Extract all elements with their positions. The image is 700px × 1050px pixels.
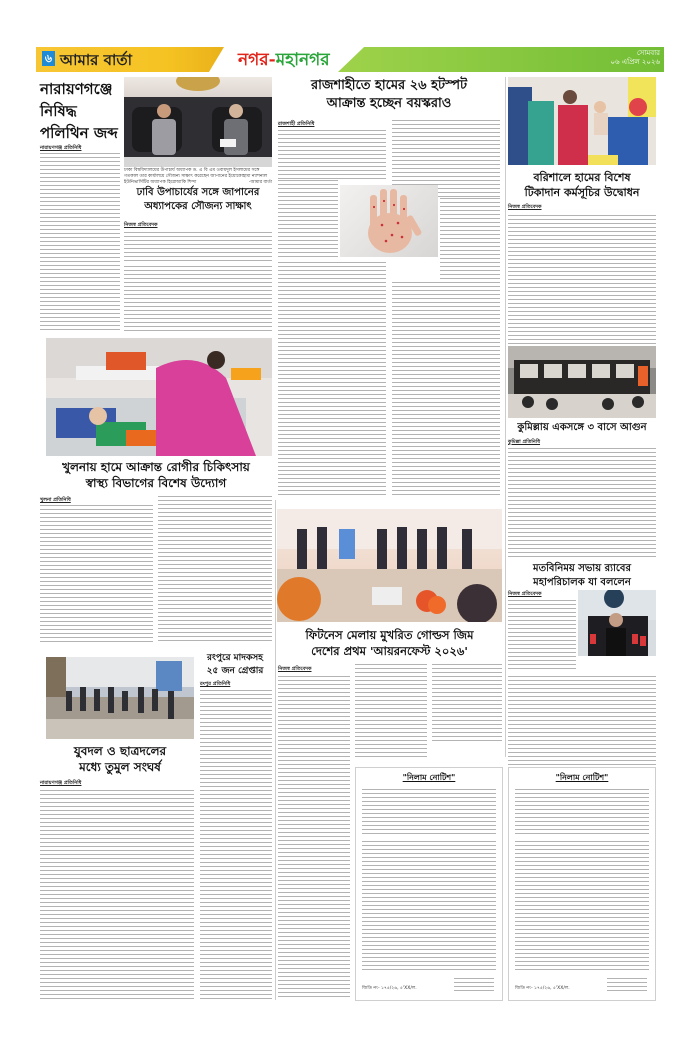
- headline-line: টিকাদান কর্মসূচির উদ্বোধন: [524, 186, 640, 199]
- photo-jubodal-clash-illustration: [46, 657, 194, 739]
- photo-khulna-ward-illustration: [46, 338, 272, 456]
- photo-credit: -আমার বার্তা: [248, 180, 272, 185]
- photo-barishal-vaccination-illustration: [508, 77, 656, 165]
- article-body-text: [278, 262, 386, 497]
- photo-barishal-vaccination: [508, 77, 656, 165]
- byline: নিজস্ব প্রতিবেদক: [124, 222, 158, 228]
- headline-line: ২৫ জন গ্রেপ্তার: [206, 666, 264, 676]
- photo-khulna-ward: [46, 338, 272, 456]
- photo-measles-hand-illustration: [340, 185, 438, 257]
- section-title-part2: মহানগর: [275, 50, 330, 70]
- auction-notice-2[interactable]: [508, 767, 656, 1001]
- section-title-sep: -: [268, 50, 276, 70]
- issue-day: সোমবার: [636, 49, 660, 57]
- photo-vc-meeting: [124, 77, 272, 167]
- column-divider: [275, 500, 276, 1000]
- article-body-text: [508, 676, 656, 766]
- notice-body-text: [362, 789, 496, 837]
- notice-body-text: [362, 841, 496, 971]
- headline-line: আক্রান্ত হচ্ছেন বয়স্করাও: [326, 96, 452, 111]
- headline-khulna-measles[interactable]: [40, 459, 272, 491]
- headline-line: মধ্যে তুমুল সংঘর্ষ: [79, 760, 161, 774]
- article-body-text: [40, 790, 194, 1000]
- article-body-text: [278, 676, 350, 1000]
- byline: নারায়ণগঞ্জ প্রতিনিধি: [40, 780, 82, 786]
- headline-line: নারায়ণগঞ্জে: [40, 80, 113, 98]
- headline-line: যুবদল ও ছাত্রদলের: [73, 744, 167, 758]
- headline-narayanganj-polythene[interactable]: [40, 78, 122, 144]
- headline-line: রংপুরে মাদকসহ: [207, 653, 263, 663]
- headline-barishal-vaccination[interactable]: [508, 170, 656, 200]
- headline-line: ঢাবি উপাচার্যের সঙ্গে জাপানের: [136, 187, 260, 198]
- byline: নিজস্ব প্রতিবেদক: [508, 204, 542, 210]
- issue-date: [610, 49, 660, 67]
- byline: রাজশাহী প্রতিনিধি: [278, 121, 315, 127]
- headline-line: রাজশাহীতে হামের ২৬ হটস্পট: [310, 78, 468, 93]
- byline: নিজস্ব প্রতিবেদক: [508, 591, 542, 597]
- article-body-text: [40, 153, 120, 331]
- article-body-text: [200, 690, 272, 1000]
- article-body-text: [440, 198, 500, 282]
- newspaper-logo: আমার বার্তা: [60, 51, 132, 69]
- headline-line: মতবিনিময় সভায় র‌্যাবের: [533, 563, 631, 574]
- headline-cumilla-bus-fire[interactable]: কুমিল্লায় একসঙ্গে ৩ বাসে আগুন: [517, 422, 647, 433]
- byline: খুলনা প্রতিনিধি: [40, 497, 71, 503]
- headline-line: বরিশালে হামের বিশেষ: [533, 171, 631, 184]
- article-body-text: [508, 215, 656, 357]
- article-body-text: [124, 266, 272, 331]
- headline-line: অধ্যাপকের সৌজন্য সাক্ষাৎ: [144, 201, 252, 212]
- notice-title: "নিলাম নোটিশ": [402, 772, 456, 782]
- notice-ref: জিডি নং- ১৭৫/২৬, ৫'XX/ল.: [515, 986, 570, 991]
- section-title-part1: নগর: [238, 50, 269, 70]
- article-body-text: [392, 282, 500, 497]
- article-body-text: [432, 664, 502, 744]
- article-body-text: [355, 664, 427, 758]
- byline: নিজস্ব প্রতিবেদক: [278, 666, 312, 672]
- notice-signature-block: [454, 978, 494, 994]
- headline-line: পলিথিন জব্দ: [40, 124, 118, 142]
- byline: রংপুর প্রতিনিধি: [200, 681, 231, 687]
- article-body-text: [158, 496, 272, 643]
- byline: কুমিল্লা প্রতিনিধি: [508, 439, 541, 445]
- notice-signature-block: [607, 978, 647, 994]
- photo-caption-text: ঢাকা বিশ্ববিদ্যালয়ের উপাচার্য অধ্যাপক ড. এ বি এম ওবায়দুল ইসলামের সঙ্গে গতকাল তার কার্যালয়ে সৌজন্য সাক্ষাৎ করেছেন জাপানের ইয়োকোহামা ন্যাশনাল ইউনিভার্সিটির অধ্যাপক হিরোআকি শিন্দা: [124, 168, 268, 185]
- article-body-text: [508, 448, 656, 558]
- photo-cumilla-bus-fire-illustration: [508, 346, 656, 418]
- notice-body-text: [515, 841, 649, 971]
- page-number-badge: ৬: [42, 51, 55, 66]
- headline-jubodal-clash[interactable]: [46, 743, 194, 775]
- article-body-text: [278, 130, 386, 180]
- headline-line: ফিটনেস মেলায় মুখরিত গোল্ডস জিম: [305, 628, 474, 642]
- byline: নারায়ণগঞ্জ প্রতিনিধি: [40, 145, 82, 151]
- photo-cumilla-bus-fire: [508, 346, 656, 418]
- article-body-text: [278, 180, 338, 260]
- section-title: [238, 47, 330, 75]
- photo-rab-dg: [578, 590, 656, 656]
- photo-vc-meeting-illustration: [124, 77, 272, 167]
- headline-rangpur-drugs[interactable]: [198, 652, 272, 678]
- headline-line: স্বাস্থ্য বিভাগের বিশেষ উদ্যোগ: [85, 476, 227, 490]
- headline-dhaka-vc-japan[interactable]: [124, 186, 272, 214]
- headline-line: নিষিদ্ধ: [40, 102, 77, 120]
- notice-ref: জিডি নং- ১৭৫/২৬, ৫'XX/ল.: [362, 986, 417, 991]
- headline-line: মহাপরিচালক যা বললেন: [533, 577, 631, 588]
- notice-title: "নিলাম নোটিশ": [555, 772, 609, 782]
- photo-measles-hand: [340, 185, 438, 257]
- headline-golds-gym[interactable]: [277, 627, 502, 659]
- issue-date-text: ০৬ এপ্রিল ২০২৬: [610, 58, 660, 66]
- headline-rab-dg[interactable]: [508, 562, 656, 590]
- article-body-text: [508, 600, 576, 672]
- headline-line: খুলনায় হামে আক্রান্ত রোগীর চিকিৎসায়: [62, 460, 250, 474]
- photo-jubodal-clash: [46, 657, 194, 739]
- headline-line: দেশের প্রথম 'আয়রনফেস্ট ২০২৬': [311, 644, 468, 658]
- photo-golds-gym: [277, 509, 502, 622]
- article-body-text: [124, 232, 272, 262]
- photo-golds-gym-illustration: [277, 509, 502, 622]
- notice-body-text: [515, 789, 649, 837]
- photo-rab-dg-illustration: [578, 590, 656, 656]
- photo-caption: [124, 168, 272, 186]
- article-body-text: [40, 505, 153, 643]
- column-divider: [505, 77, 506, 757]
- auction-notice-1[interactable]: [355, 767, 503, 1001]
- headline-rajshahi-measles[interactable]: [276, 77, 502, 113]
